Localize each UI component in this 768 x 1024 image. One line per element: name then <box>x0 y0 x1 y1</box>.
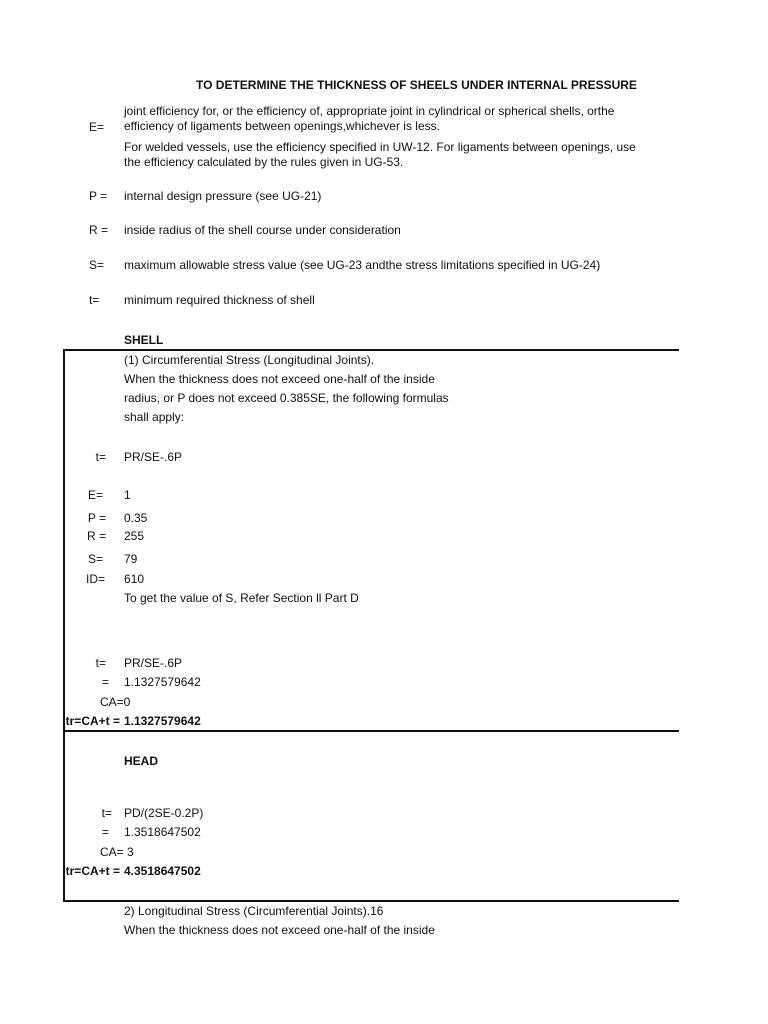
shell-line-4: shall apply: <box>124 410 185 424</box>
e-definition-text-1: joint efficiency for, or the efficiency of, appropriate joint in cylindrical or spherical shells, orthe <box>124 104 615 118</box>
shell-line-1: (1) Circumferential Stress (Longitudinal Joints). <box>124 353 375 367</box>
shell-r-label: R = <box>86 529 106 543</box>
head-equals-label: = <box>101 825 109 839</box>
shell-equals-label: = <box>101 675 109 689</box>
head-tr-label: tr=CA+t = <box>65 864 120 878</box>
shell-formula2: PR/SE-.6P <box>124 656 183 670</box>
head-t-value: 1.3518647502 <box>124 825 201 839</box>
shell-heading: SHELL <box>124 333 164 347</box>
shell-formula: PR/SE-.6P <box>124 450 183 464</box>
e-definition-text-3: For welded vessels, use the efficiency specified in UW-12. For ligaments between openings, use <box>124 140 636 154</box>
head-corrosion-allowance: CA= 3 <box>100 845 134 859</box>
e-definition-text-4: the efficiency calculated by the rules given in UG-53. <box>124 155 404 169</box>
shell-e-label: E= <box>87 488 103 502</box>
e-definition-text-2: efficiency of ligaments between openings,whichever is less. <box>124 119 440 133</box>
t-definition-label: t= <box>89 293 100 307</box>
shell-p-value: 0.35 <box>124 511 148 525</box>
shell-p-label: P = <box>87 511 106 525</box>
s-definition-label: S= <box>89 258 105 272</box>
shell-top-border <box>63 349 679 351</box>
p-definition-text: internal design pressure (see UG-21) <box>124 189 322 203</box>
shell-s-label: S= <box>87 552 103 566</box>
head-bottom-border <box>63 900 679 902</box>
s-definition-text: maximum allowable stress value (see UG-23 andthe stress limitations specified in UG-24) <box>124 258 601 272</box>
shell-corrosion-allowance: CA=0 <box>100 695 131 709</box>
shell-r-value: 255 <box>124 529 145 543</box>
shell-t-value: 1.1327579642 <box>124 675 201 689</box>
shell-id-label: ID= <box>85 572 105 586</box>
shell-line-2: When the thickness does not exceed one-half of the inside <box>124 372 435 386</box>
shell-id-value: 610 <box>124 572 145 586</box>
longitudinal-line-1: 2) Longitudinal Stress (Circumferential Joints).16 <box>124 904 384 918</box>
shell-formula-label: t= <box>95 450 106 464</box>
t-definition-text: minimum required thickness of shell <box>124 293 315 307</box>
shell-s-value: 79 <box>124 552 138 566</box>
r-definition-text: inside radius of the shell course under consideration <box>124 223 401 237</box>
page-title: TO DETERMINE THE THICKNESS OF SHEELS UNDER INTERNAL PRESSURE <box>196 78 637 92</box>
shell-tr-value: 1.1327579642 <box>124 714 201 728</box>
e-definition-label: E= <box>89 120 105 134</box>
head-formula-label: t= <box>101 806 112 820</box>
r-definition-label: R = <box>89 223 109 237</box>
shell-e-value: 1 <box>124 488 131 502</box>
shell-tr-label: tr=CA+t = <box>65 714 120 728</box>
shell-head-divider <box>63 730 679 732</box>
shell-line-3: radius, or P does not exceed 0.385SE, the following formulas <box>124 391 449 405</box>
shell-s-reference-note: To get the value of S, Refer Section ll Part D <box>124 591 359 605</box>
head-formula: PD/(2SE-0.2P) <box>124 806 204 820</box>
head-heading: HEAD <box>124 754 159 768</box>
shell-formula2-label: t= <box>95 656 106 670</box>
longitudinal-line-2: When the thickness does not exceed one-half of the inside <box>124 923 435 937</box>
p-definition-label: P = <box>89 189 108 203</box>
head-tr-value: 4.3518647502 <box>124 864 201 878</box>
